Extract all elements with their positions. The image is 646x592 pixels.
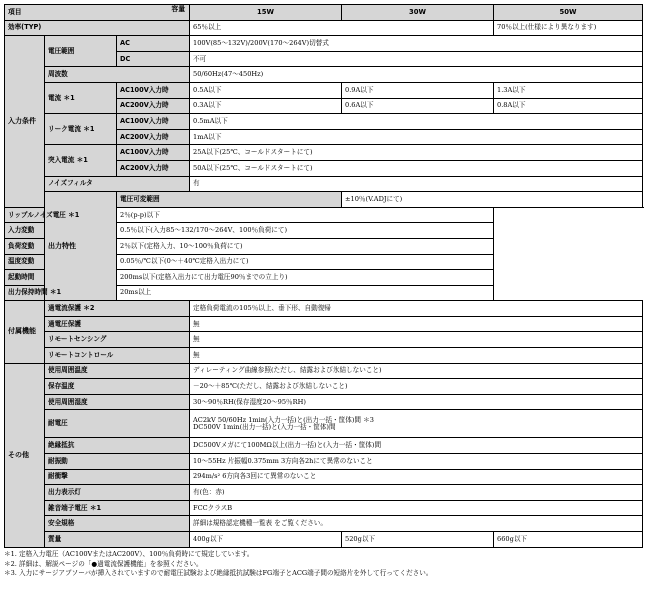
terminal-noise-row	[5, 500, 643, 516]
mass-30w: 520g以下	[342, 532, 494, 548]
output-label-0: 電圧可変範囲	[117, 192, 342, 208]
current-ac200-50w: 0.8A以下	[494, 98, 643, 114]
output-row-4	[5, 254, 643, 270]
output-row-5	[5, 270, 643, 286]
leak-ac100-value: 0.5mA以下	[190, 114, 643, 130]
output-label-2: 入力変動	[5, 223, 117, 239]
output-value-3: 2％以下(定格入力、10〜100％負荷にて)	[117, 238, 494, 254]
header-15w: 15W	[190, 5, 342, 21]
header-item: 項目	[8, 7, 22, 16]
efficiency-50: 70％以上(仕様により異なります)	[494, 20, 643, 36]
spec-table	[4, 4, 643, 548]
withstand-row	[5, 410, 643, 438]
frequency-value: 50/60Hz(47〜450Hz)	[190, 67, 643, 83]
mass-50w: 660g以下	[494, 532, 643, 548]
output-value-6: 20ms以上	[117, 285, 494, 301]
current-ac100-row	[5, 82, 643, 98]
inrush-label: 突入電流 ＊1	[45, 145, 117, 176]
storage-temp-label: 保存温度	[45, 379, 190, 395]
output-label-1: リップルノイズ電圧 ＊1	[5, 207, 117, 223]
output-row-3	[5, 238, 643, 254]
footnote-3: ＊3. 入力にサージアブソーバが挿入されていますので耐電圧試験および絶縁抵抗試験はFG端子とACG端子間の短絡片を外して行ってください。	[4, 569, 433, 578]
ambient-temp-label: 使用周囲温度	[45, 363, 190, 379]
current-ac200-15w: 0.3A以下	[190, 98, 342, 114]
withstand-label: 耐電圧	[45, 410, 190, 438]
vibration-label: 耐振動	[45, 454, 190, 470]
leak-ac200-label: AC200V入力時	[117, 129, 190, 145]
function-label-1: 過電圧保護	[45, 316, 190, 332]
function-label-2: リモートセンシング	[45, 332, 190, 348]
output-label-3: 負荷変動	[5, 238, 117, 254]
withstand-line-1: AC2kV 50/60Hz 1min(入力一括)と(出力一括・筐体)間 ＊3	[193, 415, 374, 424]
current-label: 電流 ＊1	[45, 82, 117, 113]
mass-15w: 400g以下	[190, 532, 342, 548]
storage-temp-row	[5, 379, 643, 395]
vibration-value: 10〜55Hz 片振幅0.375mm 3方向各2hにて異常のないこと	[190, 454, 643, 470]
terminal-noise-label: 雑音端子電圧 ＊1	[45, 500, 190, 516]
safety-row	[5, 516, 643, 532]
function-row-1	[5, 316, 643, 332]
function-row-3	[5, 348, 643, 364]
voltage-dc-label: DC	[117, 51, 190, 67]
shock-label: 耐衝撃	[45, 469, 190, 485]
inrush-ac200-value: 50A以下(25℃、コールドスタートにて)	[190, 160, 643, 176]
inrush-ac100-label: AC100V入力時	[117, 145, 190, 161]
output-row-2	[5, 223, 643, 239]
insulation-row	[5, 438, 643, 454]
output-label-6: 出力保持時間 ＊1	[5, 285, 117, 301]
input-ac-row	[5, 36, 643, 52]
current-ac200-30w: 0.6A以下	[342, 98, 494, 114]
section-functions: 付属機能	[5, 301, 45, 363]
output-value-2: 0.5％以下(入力85〜132/170〜264V、100％負荷にて)	[117, 223, 494, 239]
insulation-value: DC500Vメガにて100MΩ以上(出力一括)と(入力一括・筐体)間	[190, 438, 643, 454]
footnote-2: ＊2. 詳細は、解説ページの「●過電流保護機能」を参照ください。	[4, 559, 203, 568]
function-value-2: 無	[190, 332, 643, 348]
leak-label: リーク電流 ＊1	[45, 114, 117, 145]
footnotes	[4, 550, 642, 579]
output-row-6	[5, 285, 643, 301]
frequency-row	[5, 67, 643, 83]
ambient-temp-row	[5, 363, 643, 379]
section-input: 入力条件	[5, 36, 45, 208]
inrush-ac200-label: AC200V入力時	[117, 160, 190, 176]
efficiency-15-30: 65％以上	[190, 20, 494, 36]
leak-ac100-label: AC100V入力時	[117, 114, 190, 130]
section-output: 出力特性	[45, 192, 117, 301]
safety-value: 詳細は規格認定機種一覧表 をご覧ください。	[190, 516, 643, 532]
insulation-label: 絶縁抵抗	[45, 438, 190, 454]
indicator-row	[5, 485, 643, 501]
output-value-0: ±10％(V.ADJにて)	[342, 192, 643, 208]
ambient-temp-value: ディレーティング曲線参照(ただし、結露および氷結しないこと)	[190, 363, 643, 379]
function-value-0: 定格負荷電流の105％以上、垂下形、自動復帰	[190, 301, 643, 317]
output-label-4: 温度変動	[5, 254, 117, 270]
voltage-ac-label: AC	[117, 36, 190, 52]
function-row-2	[5, 332, 643, 348]
header-30w: 30W	[342, 5, 494, 21]
current-ac200-label: AC200V入力時	[117, 98, 190, 114]
output-value-1: 2％(p-p)以下	[117, 207, 494, 223]
current-ac100-15w: 0.5A以下	[190, 82, 342, 98]
function-value-1: 無	[190, 316, 643, 332]
withstand-line-2: DC500V 1min(出力一括)と(入力一括・筐体)間	[193, 422, 336, 431]
header-row	[5, 5, 643, 21]
humidity-value: 30〜90％RH(保存湿度20〜95％RH)	[190, 394, 643, 410]
shock-value: 294m/s² 6方向各3回にて異常のないこと	[190, 469, 643, 485]
mass-row	[5, 532, 643, 548]
indicator-value: 有(色：赤)	[190, 485, 643, 501]
footnote-1: ＊1. 定格入力電圧（AC100VまたはAC200V）、100％負荷時にて規定しています。	[4, 550, 254, 558]
output-row-0	[5, 192, 643, 208]
noise-filter-row	[5, 176, 643, 192]
function-label-0: 過電流保護 ＊2	[45, 301, 190, 317]
indicator-label: 出力表示灯	[45, 485, 190, 501]
inrush-ac100-row	[5, 145, 643, 161]
function-label-3: リモートコントロール	[45, 348, 190, 364]
function-value-3: 無	[190, 348, 643, 364]
humidity-label: 使用周囲湿度	[45, 394, 190, 410]
frequency-label: 周波数	[45, 67, 190, 83]
output-value-4: 0.05％/℃以下(0〜＋40℃定格入出力にて)	[117, 254, 494, 270]
inrush-ac100-value: 25A以下(25℃、コールドスタートにて)	[190, 145, 643, 161]
header-50w: 50W	[494, 5, 643, 21]
voltage-ac-value: 100V(85〜132V)/200V(170〜264V)切替式	[190, 36, 643, 52]
storage-temp-value: －20〜＋85℃(ただし、結露および氷結しないこと)	[190, 379, 643, 395]
section-other: その他	[5, 363, 45, 547]
vibration-row	[5, 454, 643, 470]
efficiency-row	[5, 20, 643, 36]
current-ac100-50w: 1.3A以下	[494, 82, 643, 98]
output-label-5: 起動時間	[5, 270, 117, 286]
noise-filter-value: 有	[190, 176, 643, 192]
header-capacity: 容量	[171, 5, 186, 13]
current-ac100-label: AC100V入力時	[117, 82, 190, 98]
output-value-5: 200ms以下(定格入出力にて出力電圧90％までの立上り)	[117, 270, 494, 286]
leak-ac200-value: 1mA以下	[190, 129, 643, 145]
humidity-row	[5, 394, 643, 410]
output-row-1	[5, 207, 643, 223]
noise-filter-label: ノイズフィルタ	[45, 176, 190, 192]
leak-ac100-row	[5, 114, 643, 130]
voltage-dc-value: 不可	[190, 51, 643, 67]
mass-label: 質量	[45, 532, 190, 548]
efficiency-label: 効率(TYP)	[5, 20, 190, 36]
safety-label: 安全規格	[45, 516, 190, 532]
function-row-0	[5, 301, 643, 317]
header-item-cell	[5, 5, 190, 21]
terminal-noise-value: FCCクラスB	[190, 500, 643, 516]
current-ac100-30w: 0.9A以下	[342, 82, 494, 98]
voltage-range-label: 電圧範囲	[45, 36, 117, 67]
withstand-value	[190, 410, 643, 438]
shock-row	[5, 469, 643, 485]
